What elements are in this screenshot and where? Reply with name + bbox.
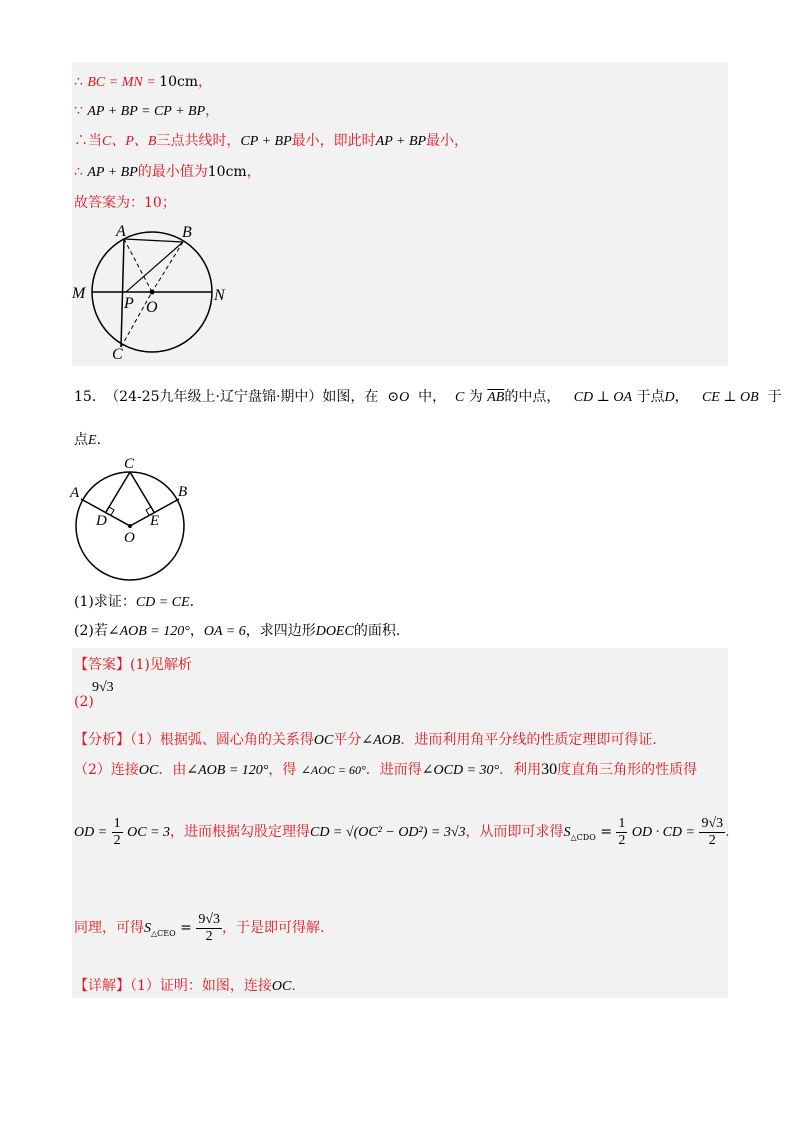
analysis-line-4: 同理，可得$S_{\triangle CEO}$ = $\frac{9√3}{2}$ ，于是即可得解. xyxy=(74,911,325,944)
figure-circle-2 xyxy=(68,454,198,586)
solution-line-2: ∵ AP + BP = CP + BP， xyxy=(74,103,220,119)
right-angle-d xyxy=(109,507,114,515)
analysis-line-1: 【分析】（1）根据弧、圆心角的关系得OC平分∠AOB．进而利用角平分线的性质定理即可得证． xyxy=(74,732,667,748)
figure-circle-1 xyxy=(66,220,236,365)
label-c: C xyxy=(112,346,123,363)
solution-line-4: ∴ AP + BP的最小值为10cm， xyxy=(74,164,261,180)
center-point-o xyxy=(128,524,132,528)
fraction-half-2: $\frac{1}{2}$ xyxy=(618,815,626,848)
fraction-result-ceo: $\frac{9√3}{2}$ xyxy=(198,911,220,944)
question-15-line-2: 点E. xyxy=(74,432,102,448)
label-c: C xyxy=(124,456,135,472)
label-p: P xyxy=(124,295,134,312)
analysis-line-2: （2）连接OC．由∠AOB = 120°，得 ∠AOC = 60°．进而得∠OCD = 30°．利用30度直角三角形的性质得 xyxy=(74,761,698,778)
line-ab xyxy=(124,239,183,242)
segment-cd xyxy=(106,472,130,512)
label-a: A xyxy=(116,223,126,240)
question-15-line-1: 15. （24-25九年级上·辽宁盘锦·期中）如图，在 ⊙O 中， C 为 $\overline{AB}$的中点， CD ⊥ OA 于点D， CE ⊥ OB 于 xyxy=(74,389,782,405)
line-ac xyxy=(121,239,124,347)
dashed-ao xyxy=(124,239,152,292)
solution-line-3: ∴当C、P、B三点共线时，CP + BP最小，即此时AP + BP最小， xyxy=(74,133,469,149)
answer-2-value: 9√3 xyxy=(92,680,114,695)
center-point-o xyxy=(150,290,155,295)
answer-line: 【答案】(1)见解析 xyxy=(74,657,192,673)
label-m: M xyxy=(72,285,86,302)
label-b: B xyxy=(178,484,188,500)
label-n: N xyxy=(214,287,225,304)
label-e: E xyxy=(150,513,160,529)
solution-line-1: ∴ BC = MN = 10cm， xyxy=(74,74,213,90)
detail-line: 【详解】（1）证明：如图，连接OC. xyxy=(74,978,296,994)
segment-ce xyxy=(130,472,154,512)
sub-question-2: (2)若∠AOB = 120°，OA = 6，求四边形DOEC的面积. xyxy=(74,623,401,639)
fraction-result-cdo: $\frac{9√3}{2}$ xyxy=(701,815,724,848)
solution-line-5: 故答案为：10； xyxy=(74,195,176,211)
label-a: A xyxy=(70,485,80,501)
sub-question-1: (1)求证：CD = CE. xyxy=(74,594,195,610)
label-o: O xyxy=(146,299,158,316)
line-pb xyxy=(126,242,183,292)
label-b: B xyxy=(182,224,192,241)
dashed-bo xyxy=(152,242,183,292)
answer-2-label: (2) xyxy=(74,694,94,710)
label-d: D xyxy=(96,513,107,529)
label-o: O xyxy=(124,530,135,546)
analysis-line-3: OD = $\frac{1}{2}$ OC = 3，进而根据勾股定理得CD = √(OC² − OD²) = 3√3，从而即可求得$S_{\triangle CDO}$ = $\frac{1}{2}$ OD · CD = $\frac{9√3}{2}$ . xyxy=(74,815,730,848)
fraction-half: $\frac{1}{2}$ xyxy=(113,815,121,848)
